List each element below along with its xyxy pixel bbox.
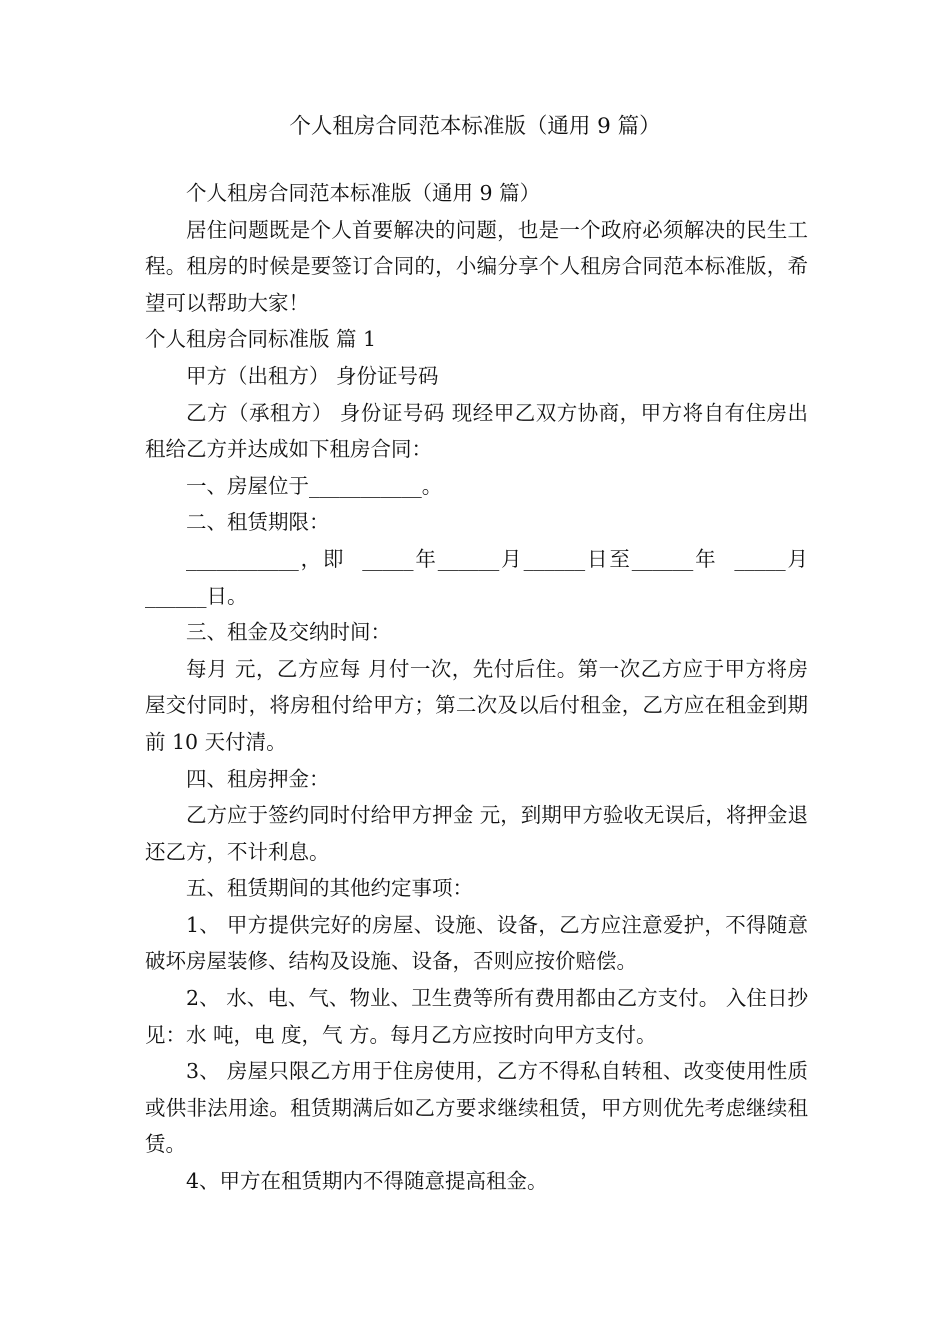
document-body [145, 175, 808, 1200]
party-a-line: 甲方（出租方） 身份证号码 [186, 363, 439, 388]
party-b-paragraph: 乙方（承租方） 身份证号码 现经甲乙双方协商，甲方将自有住房出租给乙方并达成如下租房合同： [145, 400, 808, 462]
clause-2-heading: 二、租赁期限： [186, 510, 330, 535]
rent-payment-paragraph: 每月 元，乙方应每 月付一次，先付后住。第一次乙方应于甲方将房屋交付同时，将房租付给甲方；第二次及以后付租金，乙方应在租金到期前 10 天付清。 [145, 656, 808, 754]
item-4-paragraph: 4、甲方在租赁期内不得随意提高租金。 [186, 1169, 548, 1194]
clause-4-heading: 四、租房押金： [186, 766, 330, 791]
item-1-paragraph: 1、 甲方提供完好的房屋、设施、设备，乙方应注意爱护，不得随意破坏房屋装修、结构及设施、设备，否则应按价赔偿。 [145, 912, 808, 974]
subtitle-paragraph: 个人租房合同范本标准版（通用 9 篇） [186, 181, 541, 205]
item-3-paragraph: 3、 房屋只限乙方用于住房使用，乙方不得私自转租、改变使用性质或供非法用途。租赁期满后如乙方要求继续租赁，甲方则优先考虑继续租赁。 [145, 1059, 808, 1157]
clause-5-heading: 五、租赁期间的其他约定事项： [186, 876, 473, 901]
intro-paragraph: 居住问题既是个人首要解决的问题，也是一个政府必须解决的民生工程。租房的时候是要签订合同的，小编分享个人租房合同范本标准版，希望可以帮助大家！ [145, 217, 808, 315]
lease-period-line: ___________，即 _____年______月______日至______年 _____月______日。 [145, 546, 808, 608]
section-heading: 个人租房合同标准版 篇 1 [145, 327, 377, 352]
deposit-paragraph: 乙方应于签约同时付给甲方押金 元，到期甲方验收无误后，将押金退还乙方，不计利息。 [145, 803, 808, 864]
clause-3-heading: 三、租金及交纳时间： [186, 620, 391, 645]
item-2-paragraph: 2、 水、电、气、物业、卫生费等所有费用都由乙方支付。 入住日抄见：水 吨，电 度，气 方。每月乙方应按时向甲方支付。 [145, 986, 808, 1047]
clause-1-location: 一、房屋位于___________。 [186, 473, 443, 498]
document-title: 个人租房合同范本标准版（通用 9 篇） [289, 114, 661, 139]
